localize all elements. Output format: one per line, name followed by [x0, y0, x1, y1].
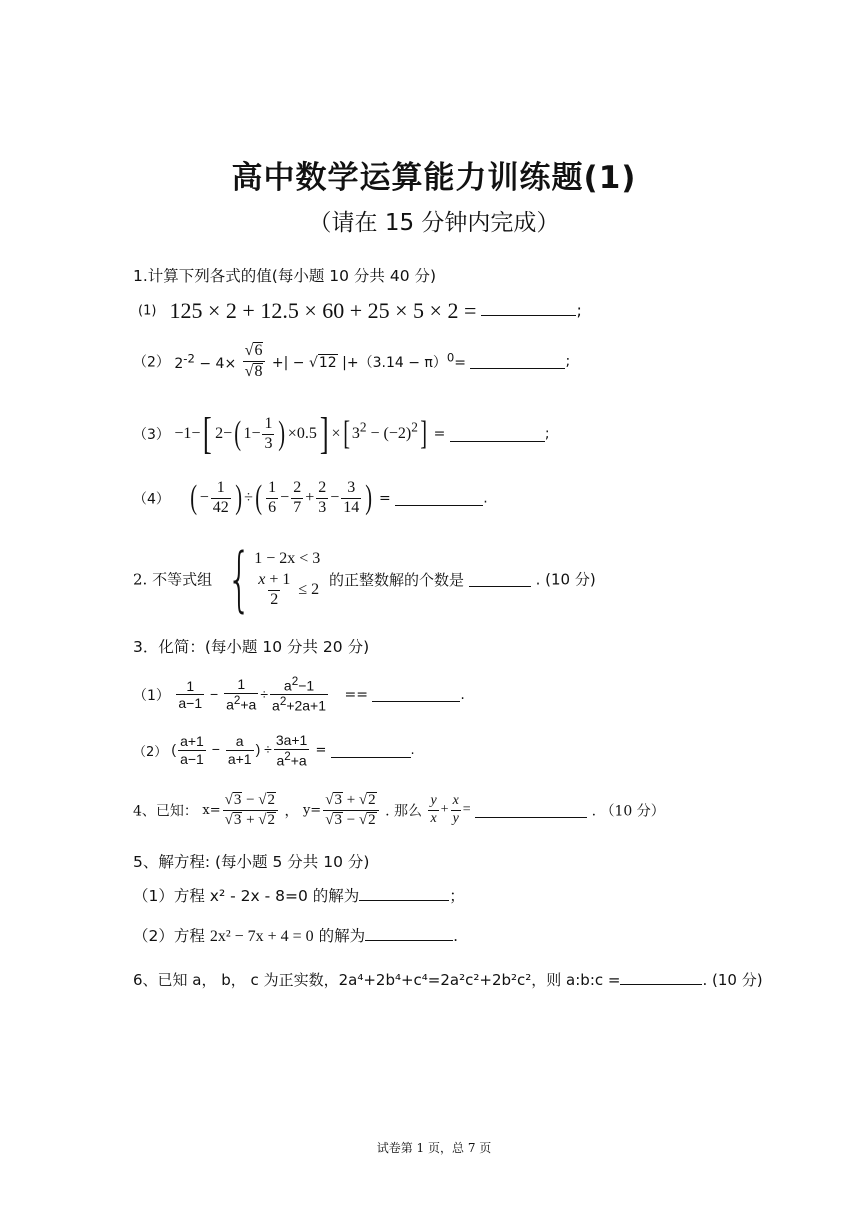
q3-part1-expr: $\frac{1}{a-1}$ − $\frac{1}{a^2+a}$ ÷ $\frac{a^2-1}{a^2+2a+1}$ [178, 675, 327, 714]
q4-prefix: 4、已知： [133, 803, 198, 820]
q3-part1-label: （1） [133, 687, 170, 704]
q2-prefix: 2. 不等式组 [133, 570, 213, 589]
q4-y-def: y= $\frac{√3 + √2}{√3 - √2}$ [303, 803, 381, 818]
q5-part1-end: ； [449, 887, 465, 905]
q2: 2. 不等式组 { 1 − 2x < 3 $\frac{x + 1}{2}$ ≤ 2 的正整数解的个数是 . (10 分) [133, 538, 596, 620]
q5-part2-blank [365, 926, 453, 941]
q3-part2-expr: ( $\frac{a+1}{a-1}$ − $\frac{a}{a+1}$ ) ÷ $\frac{3a+1}{a^2+a}$ [171, 732, 308, 769]
q3-part1-blank [372, 687, 460, 702]
q1-heading: 1.计算下列各式的值(每小题 10 分共 40 分) [133, 267, 437, 285]
q3-part2-end: . [410, 743, 415, 759]
q3-part1: （1） $\frac{1}{a-1}$ − $\frac{1}{a^2+a}$ ÷ $\frac{a^2-1}{a^2+2a+1}$ == . [133, 675, 465, 714]
q1-part2-blank [470, 354, 565, 369]
q1-part3-expr: −1−[ 2−( 1− $\frac{1}{3}$ ) ×0.5] ×[ $3^2 - (-2)^2$] [174, 409, 427, 458]
q1-part4-expr: ( − $\frac{1}{42}$ ) ÷( $\frac{1}{6}$ − $\frac{2}{7}$ + $\frac{2}{3}$ − $\frac{3}{14}$ ) [190, 479, 373, 517]
q1-part3: （3） −1−[ 2−( 1− $\frac{1}{3}$ ) ×0.5] ×[ $3^2 - (-2)^2$] = ; [133, 409, 550, 458]
page-subtitle: （请在 15 分钟内完成） [308, 210, 560, 236]
q6-blank [620, 970, 702, 985]
q1-part1-blank [481, 301, 576, 316]
q3-heading: 3．化简：(每小题 10 分共 20 分) [133, 638, 370, 656]
q1-part2-expr-b: +| − √12 $|+(3.14 - \pi)^0=$ [271, 350, 467, 372]
q3-part2: （2） ( $\frac{a+1}{a-1}$ − $\frac{a}{a+1}$ ) ÷ $\frac{3a+1}{a^2+a}$ = . [133, 732, 415, 769]
q1-part2-end: ; [565, 353, 571, 370]
q4-then: . 那么 [385, 803, 422, 820]
q4-expr: $\frac{y}{x}$ + $\frac{x}{y}$ = [430, 793, 471, 826]
q1-part2-frac: $\frac{√6}{√8}$ [243, 342, 266, 381]
q1-part2-expr-a: $2^{-2} - 4\times$ [174, 350, 237, 372]
q2-suffix: 的正整数解的个数是 [329, 570, 465, 589]
q1-part4-end: . [483, 490, 488, 507]
q5-part2-suffix: 的解为 [318, 927, 366, 945]
q4-x-def: x= $\frac{√3 - √2}{√3 + √2}$ [202, 803, 280, 818]
q5-part1-text: （1）方程 x² - 2x - 8=0 的解为 [133, 887, 360, 905]
q4-blank [475, 803, 587, 818]
page-footer: 试卷第 1 页，总 7 页 [376, 1141, 492, 1155]
q1-part4-label: （4） [133, 491, 170, 508]
q3-part2-blank [331, 743, 411, 758]
q5-part2-prefix: （2）方程 [133, 927, 205, 945]
q3-part1-end: . [460, 686, 465, 703]
q2-points: . (10 分) [535, 570, 596, 589]
q1-part2-label: （2） [133, 354, 170, 371]
q1-part4-blank [395, 491, 483, 506]
q2-system: 1 − 2x < 3 $\frac{x + 1}{2}$ ≤ 2 [254, 549, 321, 608]
q1-part2 [133, 342, 570, 381]
q1-part3-end: ; [544, 426, 550, 442]
q1-part1-expr: 125 × 2 + 12.5 × 60 + 25 × 5 × 2 = [169, 298, 477, 323]
q6 [133, 970, 763, 990]
q4: 4、已知： x= $\frac{√3 - √2}{√3 + √2}$ ， y= $\frac{√3 + √2}{√3 - √2}$ . 那么 $\frac{y}{x}$ + $\frac{x}{y}$ = . （10 分） [133, 792, 665, 828]
q1-part1-label: (1) [138, 303, 157, 319]
q5-part1 [133, 886, 465, 906]
q1-part1-end: ; [576, 300, 582, 320]
page-title: 高中数学运算能力训练题(1) [231, 160, 637, 196]
q6-points: . (10 分) [702, 971, 763, 989]
q3-part2-label: （2） [133, 745, 168, 761]
q5-heading: 5、解方程: (每小题 5 分共 10 分) [133, 853, 370, 871]
q1-part3-label: （3） [133, 427, 170, 443]
q4-points: . （10 分） [591, 803, 665, 820]
q5-part2 [133, 926, 458, 947]
q2-blank [469, 572, 531, 587]
q1-part3-blank [450, 427, 545, 442]
q5-part2-expr: 2x² − 7x + 4 = 0 [209, 928, 314, 945]
q1-part1 [138, 298, 582, 324]
q5-part2-end: . [453, 927, 459, 945]
q2-line1: 1 − 2x < 3 [254, 549, 321, 567]
q1-part4: （4） ( − $\frac{1}{42}$ ) ÷( $\frac{1}{6}$ − $\frac{2}{7}$ + $\frac{2}{3}$ − $\frac{3}{14}$ ) = . [133, 479, 488, 517]
q6-text: 6、已知 a， b， c 为正实数，2a⁴+2b⁴+c⁴=2a²c²+2b²c²，则 a:b:c = [133, 971, 621, 989]
q5-part1-blank [359, 886, 449, 901]
